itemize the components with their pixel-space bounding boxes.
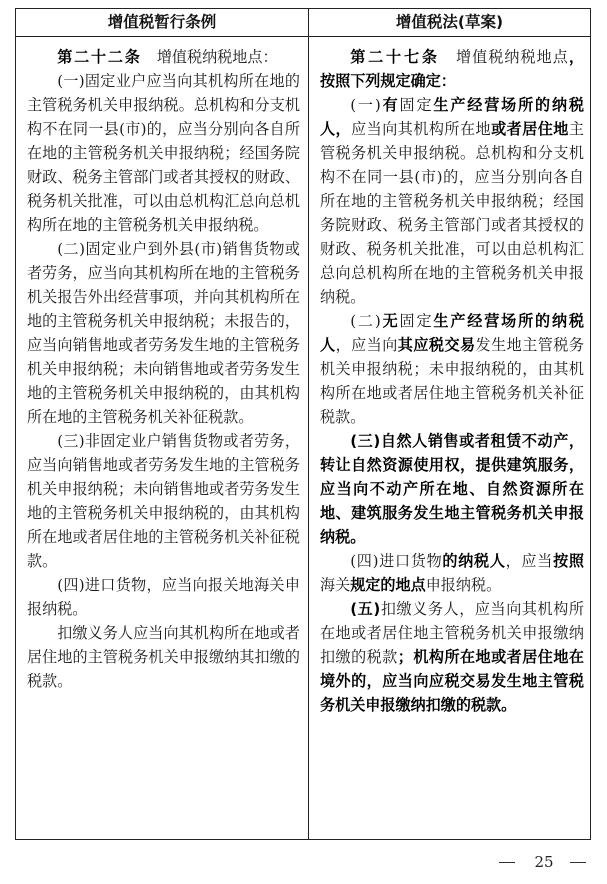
page-footer [0, 850, 607, 874]
right-clause-1-part-b: 有 [380, 96, 400, 114]
right-clause-4-part-b: 的纳税人 [442, 552, 506, 570]
right-clause-1-part-f: 或者居住地 [491, 120, 569, 138]
right-clause-2-part-e: ，应当向 [335, 336, 398, 354]
right-clause-4-part-c: ，应当 [505, 552, 554, 570]
left-clause-1: (一)固定业户应当向其机构所在地的主管税务机关申报纳税。总机构和分支机构不在同一县(市)的，应当分别向各自所在地的主管税务机关申报纳税；经国务院财政、税务主管部门或者其授权的财政、税务机关批准，可以由总机构汇总向总机构所在地的主管税务机关申报纳税。 [27, 72, 300, 234]
right-intro-plain: 增值税纳税地点 [456, 48, 569, 66]
left-clause-3: (三)非固定业户销售货物或者劳务，应当向销售地或者劳务发生地的主管税务机关申报纳税；未向销售地或者劳务发生地的主管税务机关申报纳税的，由其机构所在地或者居住地的主管税务机关补征税款。 [27, 432, 300, 570]
header-draft-law: 增值税法(草案) [395, 13, 504, 31]
right-clause-2-part-g: 发生地主管税务机关申报纳税；未申报纳税的，由其机构所在地或者居住地主管税务机关补征税款。 [320, 336, 584, 426]
right-clause-1-part-a: (一) [350, 96, 381, 114]
right-clause-2-part-f: 其应税交易 [397, 336, 476, 354]
left-column-text [27, 45, 300, 693]
table-header-row [16, 9, 590, 37]
right-clause-4 [320, 549, 584, 597]
right-clause-1-part-c: 固定 [399, 96, 434, 114]
right-clause-2-part-d: 生产经营场所的纳税人 [320, 312, 584, 354]
right-clause-2 [320, 309, 584, 429]
page-number: 25 [534, 853, 554, 871]
left-clause-5: 扣缴义务人应当向其机构所在地或者居住地的主管税务机关申报缴纳其扣缴的税款。 [27, 624, 300, 690]
right-article-title: 第二十七条 [350, 48, 440, 66]
right-intro-bold: ，按照下列规定确定： [320, 48, 584, 90]
right-column-text [320, 45, 584, 717]
right-clause-5-part-b: 扣缴义务人，应当向其机构所在地或者居住地主管税务机关申报缴纳扣缴的税款 [320, 600, 584, 666]
right-article-intro [320, 45, 584, 93]
left-article-title: 第二十二条 [57, 48, 142, 66]
right-clause-5 [320, 597, 584, 717]
right-clause-1-part-e: 应当向其机构所在地 [351, 120, 492, 138]
header-current-regulation: 增值税暂行条例 [107, 13, 217, 31]
right-clause-1-part-d: 生产经营场所的纳税人， [320, 96, 584, 138]
column-divider [308, 9, 309, 839]
right-clause-2-part-b: 无 [380, 312, 400, 330]
comparison-table [15, 8, 591, 840]
right-clause-3: (三)自然人销售或者租赁不动产，转让自然资源使用权，提供建筑服务，应当向不动产所在地、自然资源所在地、建筑服务发生地主管税务机关申报纳税。 [320, 432, 584, 546]
left-clause-2: (二)固定业户到外县(市)销售货物或者劳务，应当向其机构所在地的主管税务机关报告外出经营事项，并向其机构所在地的主管税务机关申报纳税；未报告的，应当向销售地或者劳务发生地的主管税务机关申报纳税；未向销售地或者劳务发生地的主管税务机关申报纳税的，由其机构所在地的主管税务机关补征税款。 [27, 240, 300, 426]
footer-dash-left [499, 862, 515, 863]
left-clause-4: (四)进口货物，应当向报关地海关申报纳税。 [27, 576, 300, 618]
right-clause-1 [320, 93, 584, 309]
left-article-intro [27, 45, 300, 69]
right-clause-4-part-f: 规定的地点 [350, 576, 426, 594]
right-clause-4-part-a: (四)进口货物 [350, 552, 443, 570]
right-clause-4-part-d: 按照 [553, 552, 584, 570]
right-clause-4-part-e: 海关 [320, 576, 351, 594]
right-clause-2-part-c: 固定 [399, 312, 434, 330]
footer-dash-right [570, 862, 586, 863]
left-article-intro-text: 增值税纳税地点： [156, 48, 278, 66]
right-clause-2-part-a: (二) [350, 312, 381, 330]
right-clause-5-part-c: ；机构所在地或者居住地在境外的，应当向应税交易发生地主管税务机关申报缴纳扣缴的税款。 [320, 648, 584, 714]
right-clause-4-part-g: 申报纳税。 [425, 576, 502, 594]
right-clause-5-part-a: (五) [350, 600, 381, 618]
right-clause-1-part-g: 主管税务机关申报纳税。总机构和分支机构不在同一县(市)的，应当分别向各自所在地的主管税务机关申报纳税；经国务院财政、税务主管部门或者其授权的财政、税务机关批准，可以由总机构汇总向总机构所在地的主管税务机关申报纳税。 [320, 120, 584, 306]
